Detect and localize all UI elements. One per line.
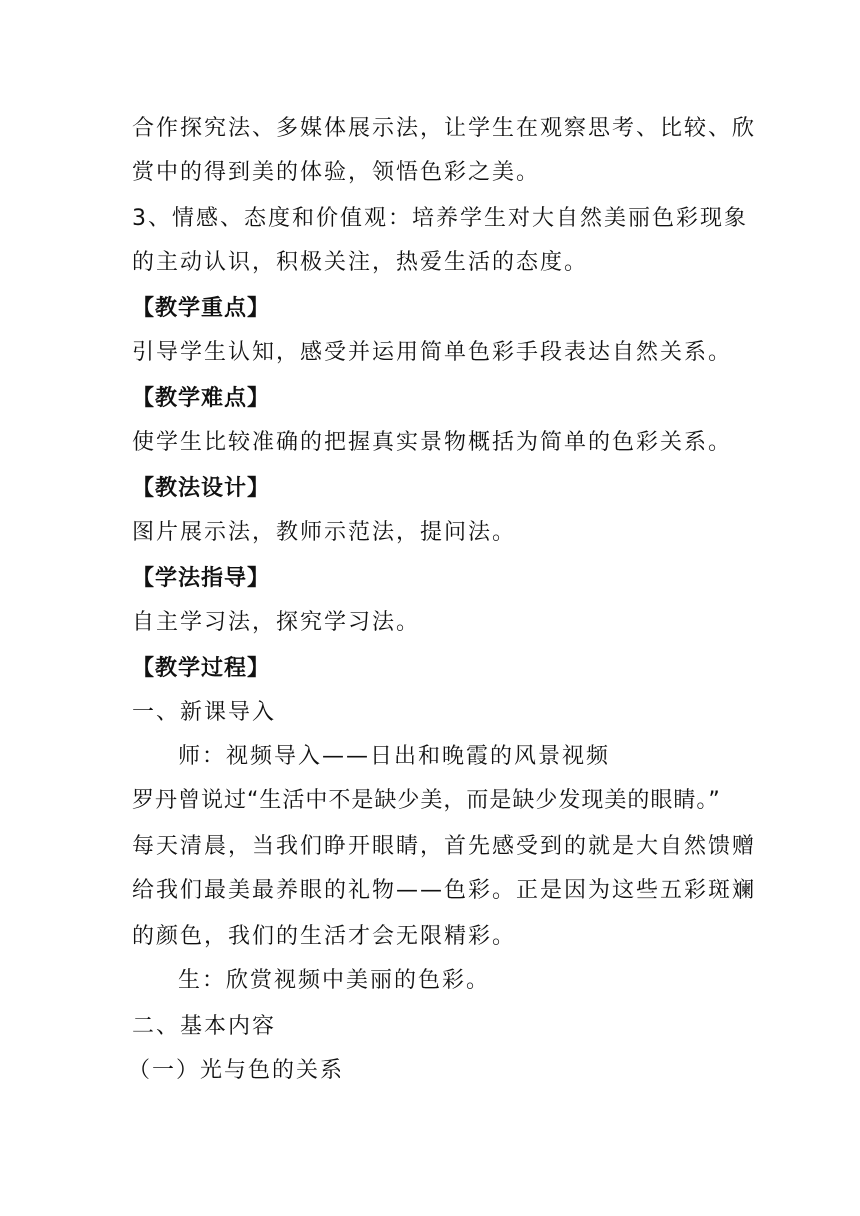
subsection-heading-intro: 一、新课导入: [132, 700, 277, 725]
body-text-line: 合作探究法、多媒体展示法，让学生在观察思考、比较、欣: [132, 116, 757, 141]
body-text-line: 引导学生认知，感受并运用简单色彩手段表达自然关系。: [132, 340, 733, 365]
body-text-line: 的主动认识，积极关注，热爱生活的态度。: [132, 250, 589, 275]
body-text-line: 赏中的得到美的体验，领悟色彩之美。: [132, 160, 541, 185]
body-text-line: 的颜色，我们的生活才会无限精彩。: [132, 924, 517, 949]
section-heading-teaching-design: 【教法设计】: [132, 476, 271, 501]
section-heading-learning-guidance: 【学法指导】: [132, 566, 271, 591]
section-heading-key-points: 【教学重点】: [132, 296, 271, 321]
teacher-line: 师：视频导入——日出和晚霞的风景视频: [178, 744, 611, 769]
section-heading-teaching-process: 【教学过程】: [132, 656, 271, 681]
student-line: 生：欣赏视频中美丽的色彩。: [178, 968, 491, 993]
body-text-line: 自主学习法，探究学习法。: [132, 610, 421, 635]
subsection-heading-basic-content: 二、基本内容: [132, 1014, 277, 1039]
body-text-line: 图片展示法，教师示范法，提问法。: [132, 520, 517, 545]
body-text-line: 3、情感、态度和价值观：培养学生对大自然美丽色彩现象: [132, 206, 748, 231]
body-text-line: 每天清晨，当我们睁开眼睛，首先感受到的就是大自然馈赠: [132, 834, 757, 859]
body-text-line: 使学生比较准确的把握真实景物概括为简单的色彩关系。: [132, 430, 733, 455]
body-text-line: 给我们最美最养眼的礼物——色彩。正是因为这些五彩斑斓: [132, 878, 757, 903]
body-text-line: 罗丹曾说过“生活中不是缺少美，而是缺少发现美的眼睛。”: [132, 788, 721, 813]
section-heading-difficulties: 【教学难点】: [132, 386, 271, 411]
subsection-heading-light-color: （一）光与色的关系: [128, 1058, 345, 1083]
